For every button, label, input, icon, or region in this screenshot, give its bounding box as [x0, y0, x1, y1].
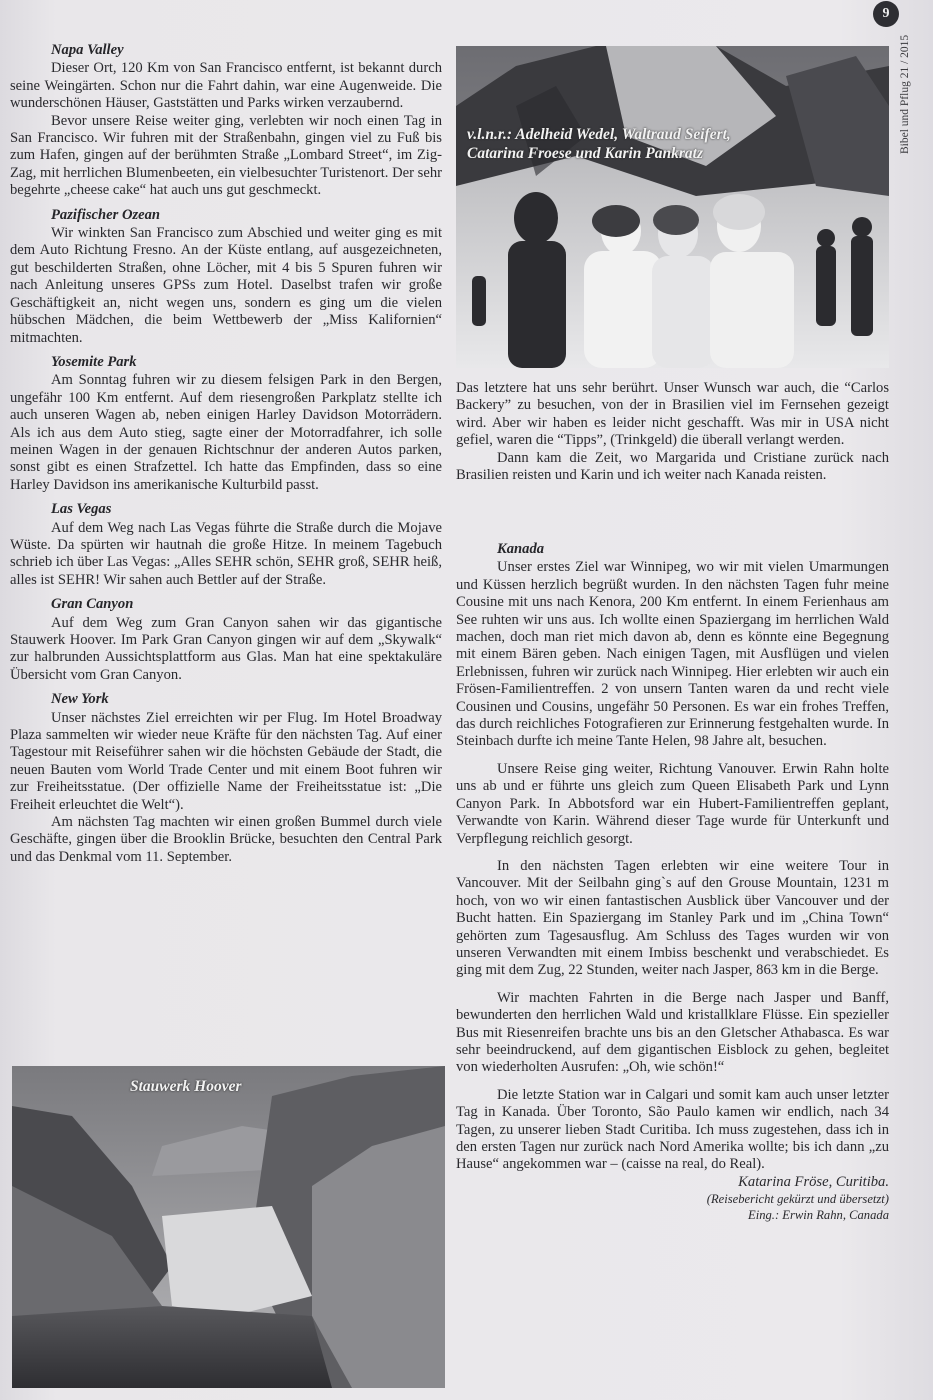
hoover-dam-photo — [12, 1066, 445, 1388]
author-signature: Katarina Fröse, Curitiba. — [738, 1173, 889, 1190]
heading-gran-canyon: Gran Canyon — [51, 596, 134, 613]
heading-yosemite: Yosemite Park — [51, 353, 137, 370]
yosemite-paragraph-1: Am Sonntag fuhren wir zu diesem felsigen Park in den Bergen, ungefähr 100 Km entfernt. Auf dem riesengroßen Parkplatz stellte ich auch unseren Wagen ab, neben einigen Harley Davidson Motorrädern. Als ich aus dem Auto stieg, sagte einer der Motorradfahrer, ich solle meinen Wagen in der genauen Richtschnur der anderen Autos parken, sonst gibt es einen Strafzettel. Ich hatte das Empfinden, dass so eine Harley Davidson ins amerikanische Kulturbild passt. — [10, 372, 442, 493]
glacier-photo-image — [456, 46, 889, 368]
canyon-paragraph-1: Auf dem Weg zum Gran Canyon sahen wir das gigantische Stauwerk Hoover. Im Park Gran Canyon gingen wir auf dem „Skywalk“ zur halbrunden Aussichtsplattform aus Glas. Man hat eine spektakuläre Übersicht vom Gran Canyon. — [10, 614, 442, 683]
photo-caption-line1: v.l.n.r.: Adelheid Wedel, Waltraud Seifert, — [467, 126, 731, 143]
heading-las-vegas: Las Vegas — [51, 501, 112, 518]
section-napa-valley — [10, 42, 442, 200]
heading-new-york: New York — [51, 691, 109, 708]
translation-note: (Reisebericht gekürzt und übersetzt) — [706, 1192, 889, 1207]
kanada-paragraph-1: Unser erstes Ziel war Winnipeg, wo wir mit vielen Umarmungen und Küssen herzlich begrüßt wurden. In den nächsten Tagen fuhr meine Cousine mit uns nach Kenora, 200 Km entfernt. In einem Ferienhaus am See ruhten wir uns aus. Ich wollte einen Spaziergang im herrlichen Wald machen, doch man riet mich davon ab, denn es könnte eine Begegnung mit einem Bären geben. Nach einigen Tagen, mit Ausflügen und vielen Erlebnissen, fuhren wir zurück nach Winnipeg. Hier erlebten wir auch ein Frösen-Familientreffen. 2 von unsern Tanten waren da und recht viele Cousinen und Cousins, ungefähr 50 Personen. Es war ein frohes Treffen, das durch reichliches Fotografieren zur Erinnerung festgehalten wurde. In Steinbach durfte ich meine Tante Helen, 98 Jahre alt, besuchen. — [456, 559, 889, 750]
section-new-york — [10, 691, 442, 866]
left-column — [10, 42, 442, 873]
glacier-group-photo — [456, 46, 889, 368]
right-column-kanada — [456, 541, 889, 1223]
publication-label: Bibel und Pflug 21 / 2015 — [899, 34, 911, 154]
hoover-photo-caption: Stauwerk Hoover — [130, 1078, 242, 1095]
heading-napa-valley: Napa Valley — [51, 42, 124, 58]
napa-paragraph-2: Bevor unsere Reise weiter ging, verlebten wir noch einen Tag in San Francisco. Wir fuhren mit der Straßenbahn, gingen viel zu Fuß bis zum Hafen, gingen auf der berühmten Straße „Lombard Street“, im Zig-Zag, mit herrlichen Blumenbeeten, ein vielbesuchter Turistenort. Der sehr begehrte „cheese cake“ hat auch uns gut geschmeckt. — [10, 112, 442, 199]
newyork-paragraph-2: Am nächsten Tag machten wir einen großen Bummel durch viele Geschäfte, gingen über die Brooklin Brücke, besuchten den Central Park und das Denkmal vom 11. September. — [10, 814, 442, 865]
kanada-paragraph-5: Die letzte Station war in Calgari und somit kam auch unser letzter Tag in Kanada. Über Toronto, São Paulo kamen wir endlich, nach 34 Tagen, zu unserer lieben Stadt Curitiba. Ich muss zugestehen, dass ich in den ersten Tagen nur zurück nach Nord Amerika wollte; bis ich dann „zu Hause“ angekommen war – (caisse na real, do Real). — [456, 1086, 889, 1173]
section-yosemite — [10, 354, 442, 494]
intro-paragraph-1: Das letztere hat uns sehr berührt. Unser Wunsch war auch, die “Carlos Backery” zu besuchen, von der in Brasilien viel im Fernsehen gezeigt wird. Aber wir haben es leider nicht geschafft. Was mir in USA nicht gefiel, waren die “Tipps”, (Trinkgeld) die überall verlangt werden. — [456, 380, 889, 449]
vegas-paragraph-1: Auf dem Weg nach Las Vegas führte die Straße durch die Mojave Wüste. Da spürten wir hautnah die große Hitze. In meinem Tagebuch schrieb ich über Las Vegas: „Alles SEHR schön, SEHR groß, SEHR heiß, alles ist SEHR! Wir sahen auch Bettler auf der Straße. — [10, 519, 442, 588]
heading-kanada: Kanada — [497, 541, 545, 557]
right-column-intro — [456, 380, 889, 484]
section-las-vegas — [10, 501, 442, 589]
kanada-paragraph-2: Unsere Reise ging weiter, Richtung Vanouver. Erwin Rahn holte uns ab und er führte uns gleich zum Queen Elisabeth Park und Lynn Canyon Park. In Abbotsford war ein Hubert-Familientreffen geplant, Verwandte von Karin. Während dieser Tage wurde für Unterkunft und Verpflegung reichlich gesorgt. — [456, 760, 889, 847]
page-number: 9 — [873, 1, 899, 27]
heading-pazifik: Pazifischer Ozean — [51, 206, 161, 223]
kanada-paragraph-4: Wir machten Fahrten in die Berge nach Jasper und Banff, bewunderten den herrlichen Wald und kristallklare Flüsse. Ein spezieller Bus mit Riesenreifen brachte uns bis an den Gletscher Athabasca. Es war sehr beeindruckend, auf dem gigantischen Eisblock zu gehen, begleitet von wiederholten Ausrufen: „Oh, wie schön!“ — [456, 989, 889, 1076]
napa-paragraph-1: Dieser Ort, 120 Km von San Francisco entfernt, ist bekannt durch seine Weingärten. Schon nur die Fahrt dahin, war eine Augenweide. Die wunderschönen Häuser, Gaststätten und Parks wirken verzaubernd. — [10, 60, 442, 112]
pazifik-paragraph-1: Wir winkten San Francisco zum Abschied und weiter ging es mit dem Auto Richtung Fresno. An der Küste entlang, auf ausgezeichneten, gut beschilderten Straßen, ohne Löcher, mit 4 bis 5 Spuren fuhren wir nach Anleitung unseres GPSs zum Hotel. Daselbst trafen wir große Geschäftigkeit an, nicht wegen uns, sondern es ging um die vielen hübschen Mädchen, die beim Wettbewerb der „Miss Kalifornien“ mitmachten. — [10, 225, 442, 346]
newyork-paragraph-1: Unser nächstes Ziel erreichten wir per Flug. Im Hotel Broadway Plaza sammelten wir wieder neue Kräfte für den nächsten Tag. Auf einer Tagestour mit Reiseführer sahen wir die höchsten Gebäude der Stadt, die neuen Bauten vom World Trade Center und mit einem Boot fuhren wir zur Freiheitsstatue. (Der offizielle Name der Freiheitsstatue ist: „Die Freiheit erleuchtet die Welt“). — [10, 709, 442, 813]
photo-caption-line2: Catarina Froese und Karin Pankratz — [467, 145, 704, 162]
submitted-by: Eing.: Erwin Rahn, Canada — [748, 1208, 889, 1223]
intro-paragraph-2: Dann kam die Zeit, wo Margarida und Cristiane zurück nach Brasilien reisten und Karin und ich weiter nach Kanada reisten. — [456, 449, 889, 484]
section-gran-canyon — [10, 596, 442, 684]
section-pazifik — [10, 207, 442, 347]
kanada-paragraph-3: In den nächsten Tagen erlebten wir eine weitere Tour in Vancouver. Mit der Seilbahn ging`s auf den Grouse Mountain, 1231 m hoch, von wo wir einen fantastischen Ausblick über Vancouver und der Bucht hatten. Ein Spaziergang im Stanley Park und im „China Town“ gehörten zum Tagesausflug. Am Schluss des Tages wurden wir von unseren Verwandten mit einem Imbiss beschenkt und verabschiedet. Es ging mit dem Zug, 22 Stunden, weiter nach Jasper, 863 km in die Berge. — [456, 857, 889, 979]
hoover-photo-image — [12, 1066, 445, 1388]
